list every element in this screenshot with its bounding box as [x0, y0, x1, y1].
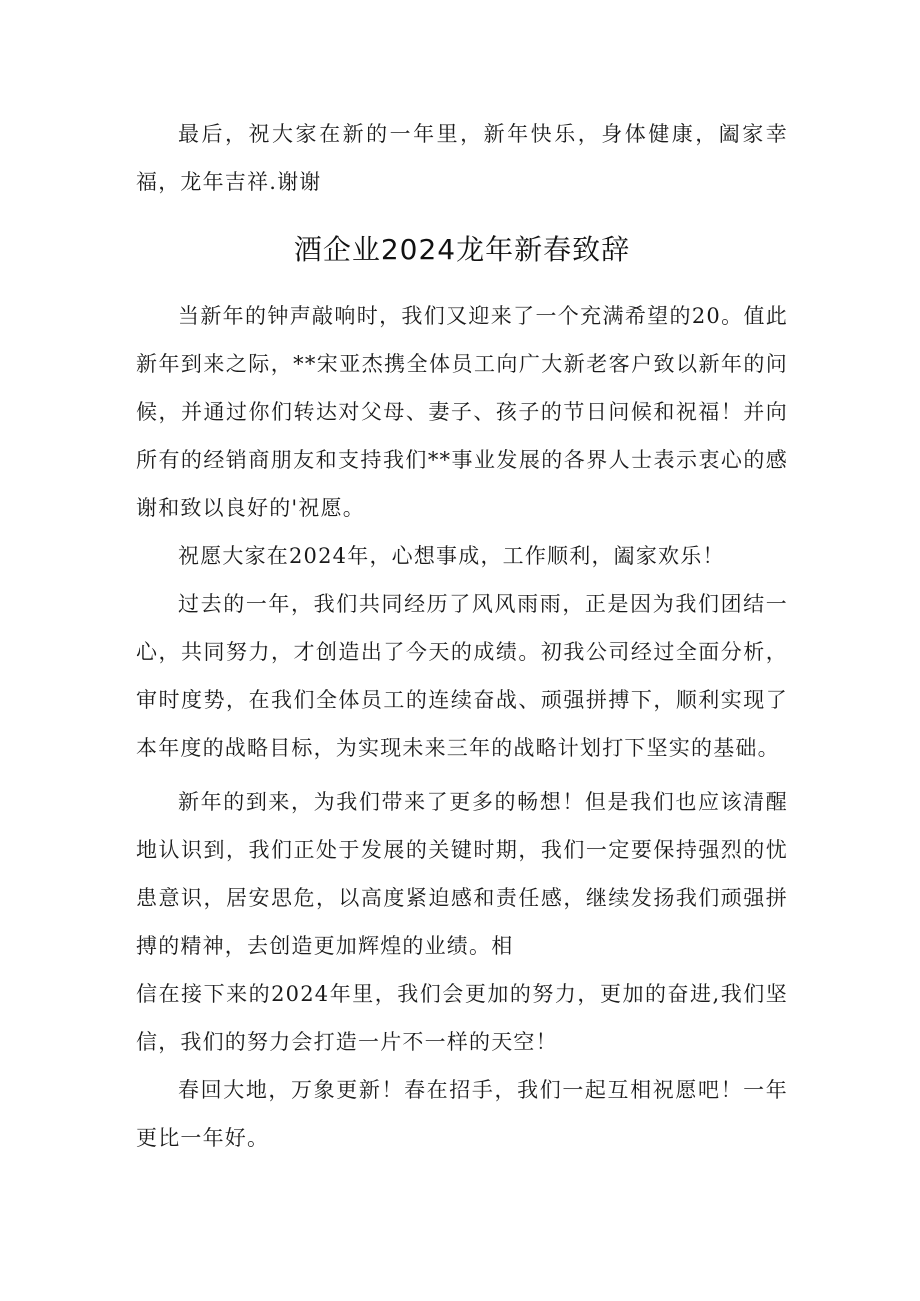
- body-paragraph-2: 祝愿大家在2024年，心想事成，工作顺利，阖家欢乐！: [178, 544, 725, 568]
- intro-paragraph: 最后，祝大家在新的一年里，新年快乐，身体健康，阖家幸福，龙年吉祥.谢谢: [136, 122, 788, 194]
- body-paragraph-1: 当新年的钟声敲响时，我们又迎来了一个充满希望的20。值此新年到来之际，**宋亚杰携全体员工向广大新老客户致以新年的问候，并通过你们转达对父母、妻子、孩子的节日问候和祝福！并向所有的经销商朋友和支持我们**事业发展的各界人士表示衷心的感谢和致以良好的'祝愿。: [136, 304, 788, 520]
- document-title: 酒企业2024龙年新春致辞: [293, 233, 631, 266]
- body-paragraph-6: 春回大地，万象更新！春在招手，我们一起互相祝愿吧！一年更比一年好。: [136, 1078, 788, 1150]
- body-paragraph-5: 信在接下来的2024年里，我们会更加的努力，更加的奋进,我们坚信，我们的努力会打造一片不一样的天空！: [136, 982, 788, 1054]
- body-paragraph-3: 过去的一年，我们共同经历了风风雨雨，正是因为我们团结一心，共同努力，才创造出了今天的成绩。初我公司经过全面分析，审时度势，在我们全体员工的连续奋战、顽强拼搏下，顺利实现了本年度的战略目标，为实现未来三年的战略计划打下坚实的基础。: [136, 592, 788, 760]
- body-paragraph-4: 新年的到来，为我们带来了更多的畅想！但是我们也应该清醒地认识到，我们正处于发展的关键时期，我们一定要保持强烈的忧患意识，居安思危，以高度紧迫感和责任感，继续发扬我们顽强拼搏的精神，去创造更加辉煌的业绩。相: [136, 790, 788, 958]
